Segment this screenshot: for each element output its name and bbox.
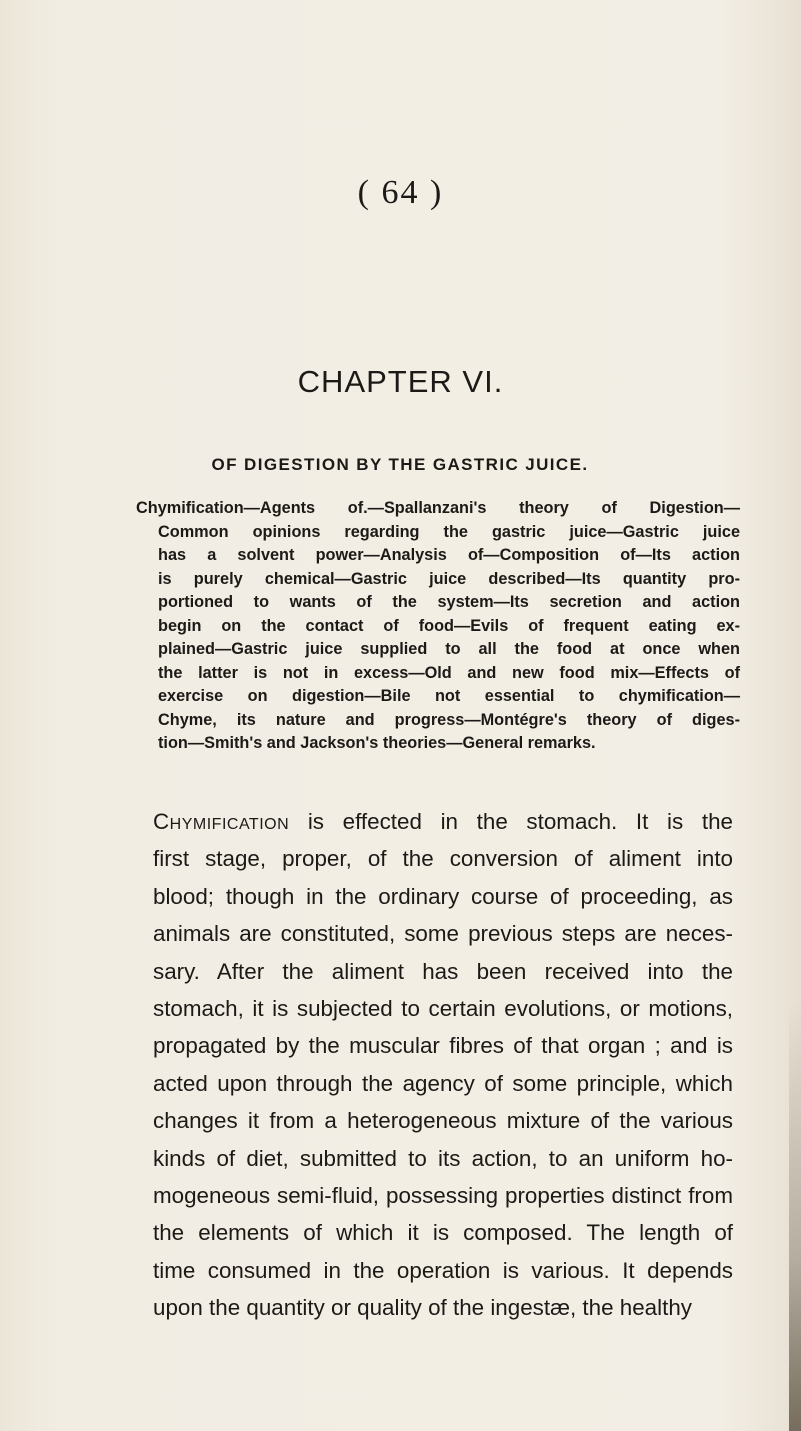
page-number: ( 64 ) [357, 174, 444, 211]
synopsis-line: portioned to wants of the system—Its secretion and action [158, 593, 740, 611]
synopsis-line: begin on the contact of food—Evils of frequent eating ex- [158, 616, 740, 635]
chapter-subtitle: OF DIGESTION BY THE GASTRIC JUICE. [211, 455, 589, 474]
lead-word: Chymification [153, 809, 290, 834]
body-line: blood; though in the ordinary course of proceeding, as [153, 883, 733, 909]
body-line: mogeneous semi-fluid, possessing properties distinct from [153, 1183, 733, 1209]
synopsis-line: the latter is not in excess—Old and new food mix—Effects of [158, 663, 740, 682]
body-line: changes it from a heterogeneous mixture of the various [153, 1108, 733, 1134]
body-line: acted upon through the agency of some principle, which [153, 1070, 733, 1096]
synopsis-line: has a solvent power—Analysis of—Composition of—Its action [158, 546, 740, 564]
synopsis-line: plained—Gastric juice supplied to all the food at once when [158, 640, 740, 658]
synopsis-line: exercise on digestion—Bile not essential to chymification— [158, 687, 740, 705]
chapter-synopsis [136, 497, 740, 756]
synopsis-line: tion—Smith's and Jackson's theories—General remarks. [158, 734, 596, 752]
body-line: upon the quantity or quality of the ingestæ, the healthy [153, 1295, 692, 1321]
body-line: first stage, proper, of the conversion of aliment into [153, 846, 733, 872]
body-line: propagated by the muscular fibres of that organ ; and is [153, 1033, 733, 1059]
first-line-rest: is effected in the stomach. It is the [289, 809, 733, 834]
synopsis-line: Common opinions regarding the gastric juice—Gastric juice [158, 522, 740, 541]
body-line: sary. After the aliment has been received into the [153, 958, 733, 984]
body-line: time consumed in the operation is various. It depends [153, 1257, 733, 1283]
synopsis-line: Chyme, its nature and progress—Montégre's theory of diges- [158, 710, 740, 729]
chapter-title: CHAPTER VI. [297, 364, 504, 399]
body-paragraph [153, 803, 733, 1327]
body-line: kinds of diet, submitted to its action, to an uniform ho- [153, 1145, 733, 1171]
body-line: stomach, it is subjected to certain evolutions, or motions, [153, 996, 733, 1022]
body-line [153, 803, 733, 840]
synopsis-line: is purely chemical—Gastric juice described—Its quantity pro- [158, 569, 740, 588]
body-line: animals are constituted, some previous steps are neces- [153, 921, 733, 947]
page-edge-shadow [789, 1000, 801, 1431]
body-line: the elements of which it is composed. The length of [153, 1220, 733, 1246]
synopsis-line: Chymification—Agents of.—Spallanzani's theory of Digestion— [136, 499, 740, 517]
